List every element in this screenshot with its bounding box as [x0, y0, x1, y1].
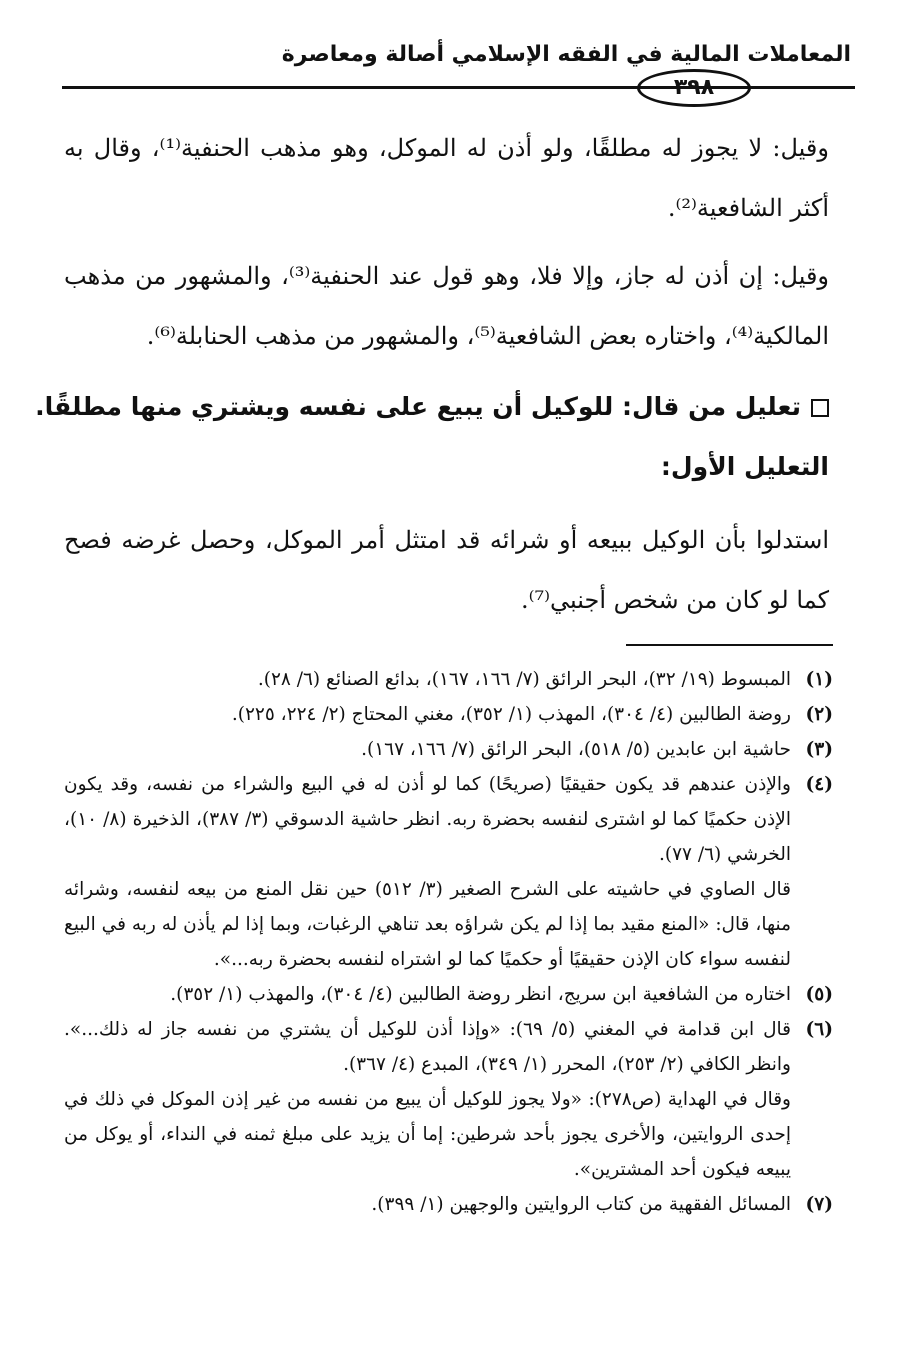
footnote-number: (٢) — [805, 704, 833, 725]
footnote-text: حاشية ابن عابدين (٥/ ٥١٨)، البحر الرائق (٧/ ١٦٦، ١٦٧). — [361, 739, 791, 760]
footnote-6-continuation: وقال في الهداية (ص٢٧٨): «ولا يجوز للوكيل أن يبيع من نفسه من غير إذن الموكل في ذلك في إحدى الروايتين، والأخرى يجوز بأحد شرطين: إما أن يزيد على مبلغ ثمنه في النداء، أو يوكل من يبيعه فيكون أحد المشترين». — [64, 1089, 791, 1180]
footnote-number: (١) — [805, 669, 833, 690]
header-rule — [62, 86, 855, 89]
footnote-2 — [64, 697, 833, 732]
footnote-6 — [64, 1012, 833, 1082]
footnote-4 — [64, 767, 833, 872]
footnote-number: (٧) — [805, 1194, 833, 1215]
footnote-text: والإذن عندهم قد يكون حقيقيًا (صريحًا) كما لو أذن له في البيع والشراء من نفسه، وقد يكون الإذن حكميًا كما لو اشترى لنفسه بحضرة ربه. انظر حاشية الدسوقي (٣/ ٣٨٧)، الذخيرة (٨/ ١٠)، الخرشي (٦/ ٧٧). — [64, 774, 791, 865]
footnote-text: اختاره من الشافعية ابن سريج، انظر روضة الطالبين (٤/ ٣٠٤)، والمهذب (١/ ٣٥٢). — [170, 984, 791, 1005]
section-heading-text: تعليل من قال: للوكيل أن يبيع على نفسه ويشتري منها مطلقًا. — [35, 392, 801, 421]
footnote-7 — [64, 1187, 833, 1222]
footnote-3 — [64, 732, 833, 767]
paragraph-2: وقيل: إن أذن له جاز، وإلا فلا، وهو قول عند الحنفية⁽³⁾، والمشهور من مذهب المالكية⁽⁴⁾، واختاره بعض الشافعية⁽⁵⁾، والمشهور من مذهب الحنابلة⁽⁶⁾. — [64, 262, 830, 350]
paragraph-1: وقيل: لا يجوز له مطلقًا، ولو أذن له الموكل، وهو مذهب الحنفية⁽¹⁾، وقال به أكثر الشافعية⁽²⁾. — [64, 134, 829, 222]
footnote-1 — [64, 662, 833, 697]
section-heading — [35, 392, 829, 421]
footnote-number: (٦) — [805, 1019, 833, 1040]
footnote-number: (٣) — [805, 739, 833, 760]
footnote-text: روضة الطالبين (٤/ ٣٠٤)، المهذب (١/ ٣٥٢)، مغني المحتاج (٢/ ٢٢٤، ٢٢٥). — [231, 704, 791, 725]
subheading: التعليل الأول: — [660, 452, 829, 481]
footnotes — [64, 662, 833, 1222]
footnote-4-continuation: قال الصاوي في حاشيته على الشرح الصغير (٣/ ٥١٢) حين نقل المنع من بيعه لنفسه، وشرائه منها، قال: «المنع مقيد بما إذا لم يكن شراؤه بعد تناهي الرغبات، وبما إذا لم يأذن له ربه في البيع لنفسه سواء كان الإذن حقيقيًا أو حكميًا كما لو اشتراه لنفسه بحضرة ربه...». — [64, 879, 791, 970]
page-number: ٣٩٨ — [637, 69, 751, 107]
footnote-text: المسائل الفقهية من كتاب الروايتين والوجهين (١/ ٣٩٩). — [371, 1194, 791, 1215]
reasoning-paragraph: استدلوا بأن الوكيل ببيعه أو شرائه قد امتثل أمر الموكل، وحصل غرضه فصح كما لو كان من شخص أجنبي⁽⁷⁾. — [64, 526, 829, 614]
footnote-number: (٤) — [805, 774, 833, 795]
footnote-number: (٥) — [805, 984, 833, 1005]
footnote-5 — [64, 977, 833, 1012]
footnote-text: قال ابن قدامة في المغني (٥/ ٦٩): «وإذا أذن للوكيل أن يشتري من نفسه جاز له ذلك...». وانظر الكافي (٢/ ٢٥٣)، المحرر (١/ ٣٤٩)، المبدع (٤/ ٣٦٧). — [64, 1019, 791, 1075]
running-header-title: المعاملات المالية في الفقه الإسلامي أصالة ومعاصرة — [281, 42, 851, 67]
footnote-text: المبسوط (١٩/ ٣٢)، البحر الرائق (٧/ ١٦٦، ١٦٧)، بدائع الصنائع (٦/ ٢٨). — [257, 669, 791, 690]
footnote-separator — [626, 644, 833, 646]
square-bullet-icon — [811, 399, 829, 417]
